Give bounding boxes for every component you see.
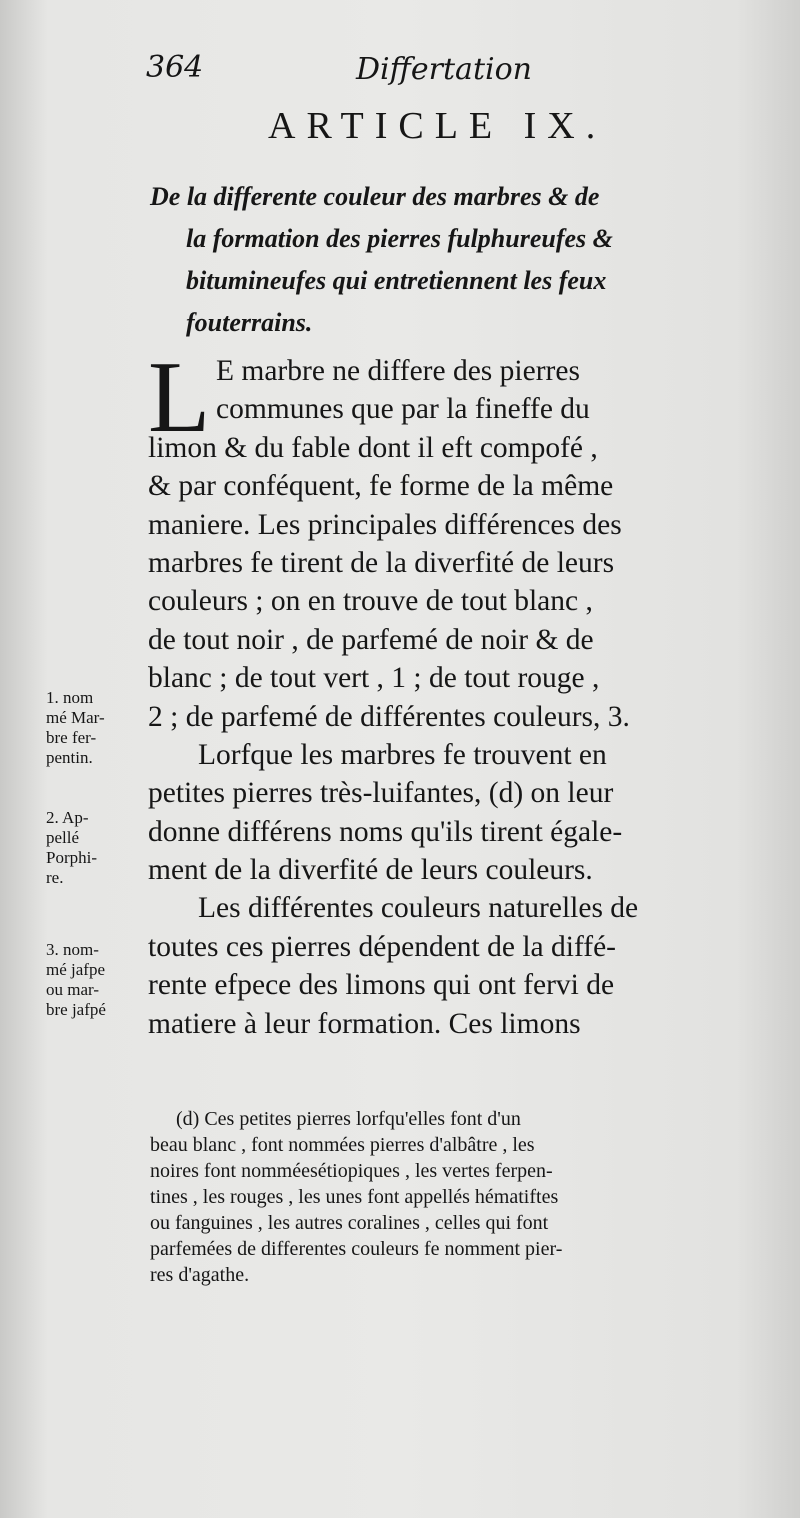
subtitle-line: fouterrains. (186, 308, 313, 337)
body-line: & par conféquent, fe forme de la même (148, 470, 614, 503)
margin-note-line: 3. nom- (46, 940, 99, 959)
subtitle-line: la formation des pierres fulphureufes & (186, 224, 613, 253)
body-line: ment de la diverfité de leurs couleurs. (148, 854, 593, 887)
body-line: marbres fe tirent de la diverfité de leurs (148, 546, 615, 579)
body-line: matiere à leur formation. Ces limons (148, 1007, 581, 1040)
margin-note (46, 940, 146, 1020)
margin-note-line: mé jafpe (46, 960, 105, 979)
subtitle-line: De la differente couleur des marbres & de (150, 182, 600, 211)
margin-note (46, 688, 146, 768)
footnote-line: ou fanguines , les autres coralines , celles qui font (150, 1212, 549, 1234)
body-line: petites pierres très-luifantes, (d) on leur (148, 777, 614, 810)
margin-note-line: pentin. (46, 748, 93, 767)
margin-note-line: bre jafpé (46, 1000, 106, 1019)
body-line: blanc ; de tout vert , 1 ; de tout rouge , (148, 662, 600, 695)
margin-note-line: Porphi- (46, 848, 97, 867)
body-line: E marbre ne differe des pierres (216, 355, 580, 387)
footnote-line: beau blanc , font nommées pierres d'albâtre , les (150, 1134, 535, 1156)
footnote (150, 1106, 730, 1288)
footnote-line: noires font nomméesétiopiques , les vertes ferpen- (150, 1160, 553, 1182)
margin-note-line: bre fer- (46, 728, 97, 747)
body-line: toutes ces pierres dépendent de la diffé- (148, 930, 616, 963)
subtitle-line: bitumineufes qui entretiennent les feux (186, 266, 607, 295)
page-header (146, 50, 746, 94)
body-line: 2 ; de parfemé de différentes couleurs, 3. (148, 700, 630, 733)
body-line: couleurs ; on en trouve de tout blanc , (148, 585, 593, 618)
body-line: limon & du fable dont il eft compofé , (148, 431, 598, 464)
running-head: Differtation (356, 52, 532, 87)
body-line: communes que par la fineffe du (216, 393, 590, 426)
margin-note-line: 2. Ap- (46, 808, 89, 827)
margin-note-line: ou mar- (46, 980, 100, 999)
body-line: Les différentes couleurs naturelles de (198, 892, 639, 925)
article-title: ARTICLE IX. (268, 105, 607, 147)
margin-note (46, 808, 146, 888)
body-line: de tout noir , de parfemé de noir & de (148, 623, 594, 656)
footnote-line: tines , les rouges , les unes font appellés hématiftes (150, 1186, 559, 1208)
margin-note-line: mé Mar- (46, 708, 105, 727)
margin-note-line: 1. nom (46, 688, 94, 707)
article-subtitle (150, 176, 740, 344)
margin-note-line: re. (46, 868, 64, 887)
body-line: Lorfque les marbres fe trouvent en (198, 738, 607, 771)
drop-cap: L (148, 341, 211, 454)
footnote-line: res d'agathe. (150, 1264, 250, 1286)
body-text (148, 341, 728, 1043)
margin-note-line: pellé (46, 828, 80, 847)
footnote-line: parfemées de differentes couleurs fe nomment pier- (150, 1238, 563, 1260)
body-line: rente efpece des limons qui ont fervi de (148, 969, 615, 1002)
footnote-line: (d) Ces petites pierres lorfqu'elles font d'un (176, 1108, 521, 1130)
page-number: 364 (146, 50, 204, 85)
body-line: maniere. Les principales différences des (148, 508, 622, 541)
body-line: donne différens noms qu'ils tirent égale- (148, 815, 623, 848)
